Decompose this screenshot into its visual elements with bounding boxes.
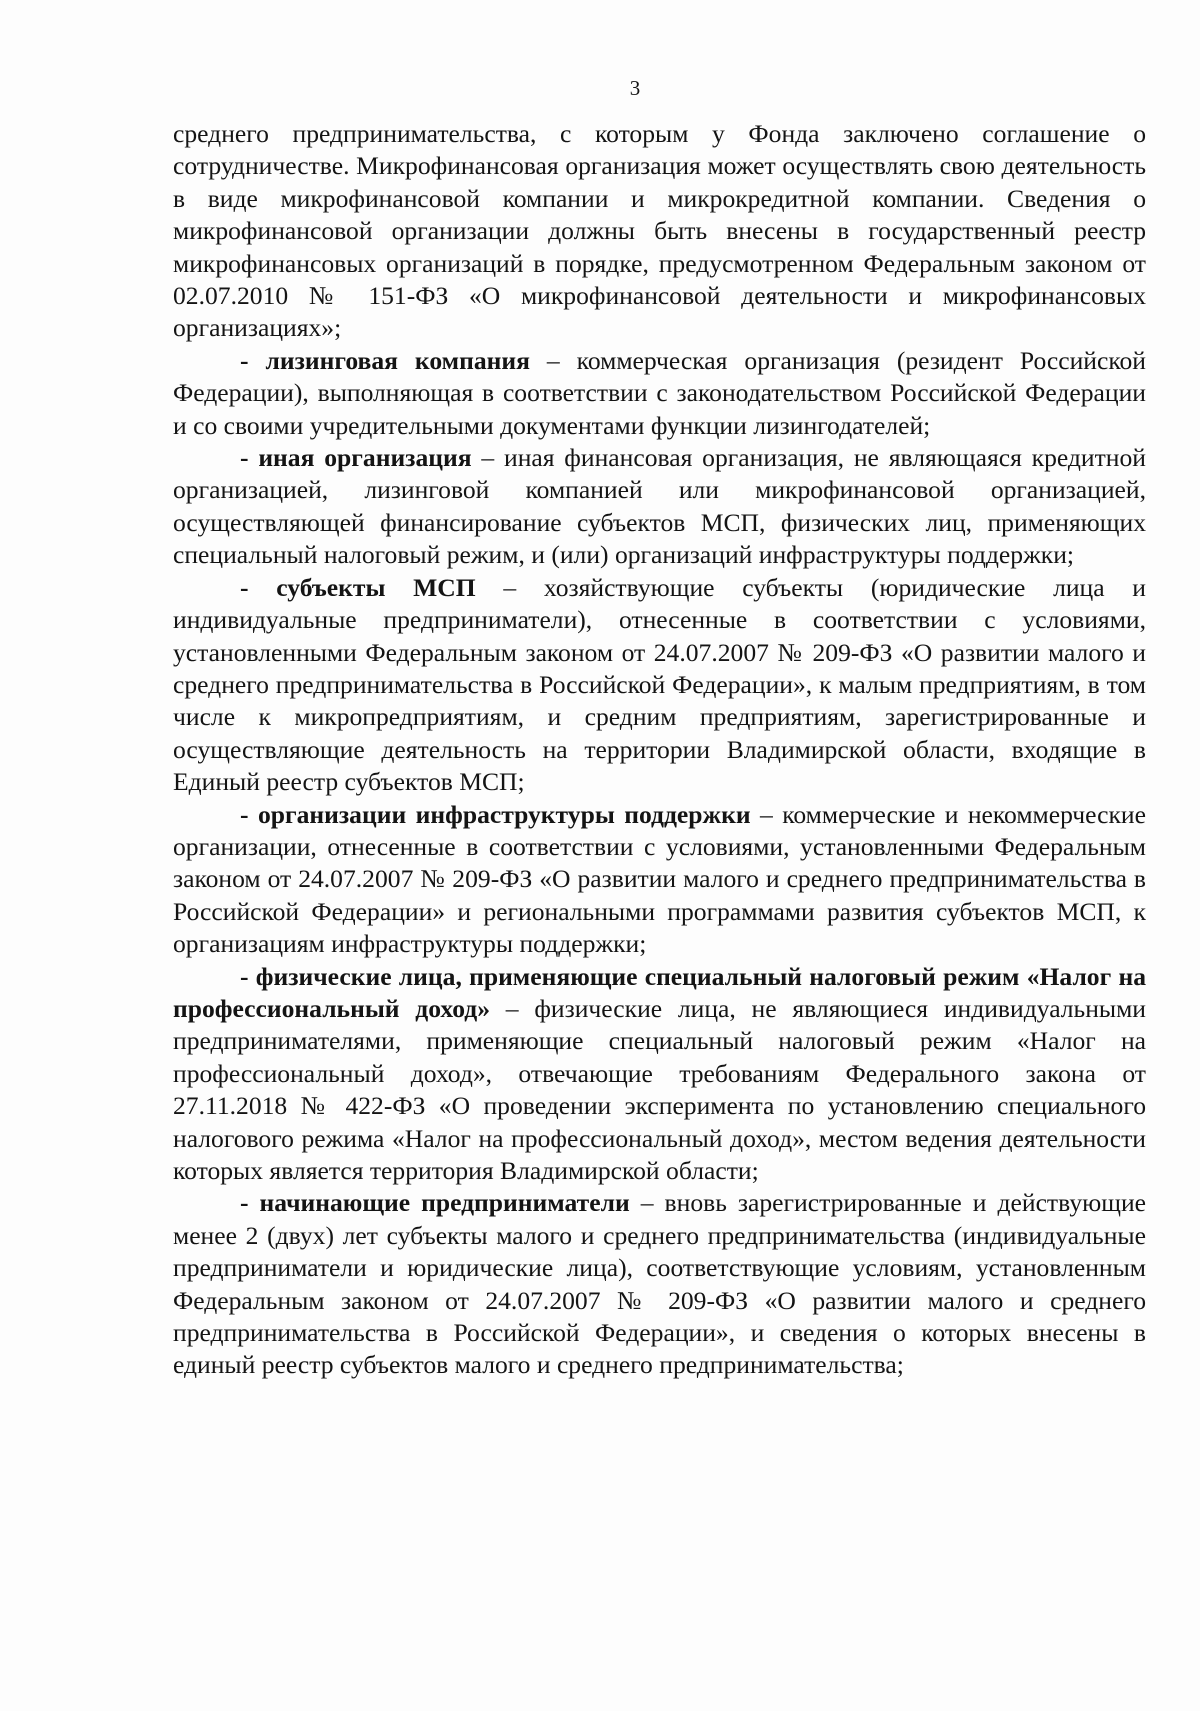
paragraph-term: - начинающие предприниматели xyxy=(240,1188,630,1218)
paragraph-self-employed xyxy=(173,961,1146,1188)
paragraph-startup-entrepreneurs xyxy=(173,1187,1146,1381)
paragraph-sme-subjects xyxy=(173,572,1146,799)
paragraph-text: среднего предпринимательства, с которым у Фонда заключено соглашение о сотрудничестве. Микрофинансовая организация может осуществлять свою деятельность в виде микрофинансовой компании и микрокредитной компании. Сведения о микрофинансовой организации должны быть внесены в государственный реестр микрофинансовых организаций в порядке, предусмотренном Федеральным законом от 02.07.2010 № 151-ФЗ «О микрофинансовой деятельности и микрофинансовых организациях»; xyxy=(173,119,1146,343)
document-body xyxy=(173,118,1146,1382)
page-number: 3 xyxy=(629,76,641,100)
paragraph-term: - лизинговая компания xyxy=(240,345,530,375)
paragraph-text: – вновь зарегистрированные и действующие менее 2 (двух) лет субъекты малого и среднего предпринимательства (индивидуальные предприниматели и юридические лица), соответствующие условиям, установленным Федеральным законом от 24.07.2007 № 209-ФЗ «О развитии малого и среднего предпринимательства в Российской Федерации», и сведения о которых внесены в единый реестр субъектов малого и среднего предпринимательства; xyxy=(173,1188,1147,1380)
paragraph-intro xyxy=(173,118,1146,345)
paragraph-text: – хозяйствующие субъекты (юридические лица и индивидуальные предприниматели), отнесенные в соответствии с условиями, установленными Федеральным законом от 24.07.2007 № 209-ФЗ «О развитии малого и среднего предпринимательства в Российской Федерации», к малым предприятиям, в том числе к микропредприятиям, и средним предприятиям, зарегистрированные и осуществляющие деятельность на территории Владимирской области, входящие в Единый реестр субъектов МСП; xyxy=(173,572,1146,797)
paragraph-term: - физические лица, применяющие специальный налоговый режим «Налог на профессиональный доход» xyxy=(173,961,1146,1023)
paragraph-term: - субъекты МСП xyxy=(240,572,476,602)
paragraph-other-organization xyxy=(173,442,1146,572)
paragraph-leasing-company xyxy=(173,345,1146,442)
paragraph-term: - организации инфраструктуры поддержки xyxy=(240,799,751,829)
paragraph-text: – коммерческая организация (резидент Российской Федерации), выполняющая в соответствии с законодательством Российской Федерации и со своими учредительными документами функции лизингодателей; xyxy=(173,345,1146,440)
paragraph-text: – коммерческие и некоммерческие организации, отнесенные в соответствии с условиями, установленными Федеральным законом от 24.07.2007 № 209-ФЗ «О развитии малого и среднего предпринимательства в Российской Федерации» и региональными программами развития субъектов МСП, к организациям инфраструктуры поддержки; xyxy=(173,799,1146,959)
paragraph-support-infrastructure xyxy=(173,799,1146,961)
paragraph-text: – физические лица, не являющиеся индивидуальными предпринимателями, применяющие специальный налоговый режим «Налог на профессиональный доход», отвечающие требованиям Федерального закона от 27.11.2018 № 422-ФЗ «О проведении эксперимента по установлению специального налогового режима «Налог на профессиональный доход», местом ведения деятельности которых является территория Владимирской области; xyxy=(173,993,1147,1185)
paragraph-term: - иная организация xyxy=(240,443,472,473)
paragraph-text: – иная финансовая организация, не являющаяся кредитной организацией, лизинговой компанией или микрофинансовой организацией, осуществляющей финансирование субъектов МСП, физических лиц, применяющих специальный налоговый режим, и (или) организаций инфраструктуры поддержки; xyxy=(173,443,1146,570)
